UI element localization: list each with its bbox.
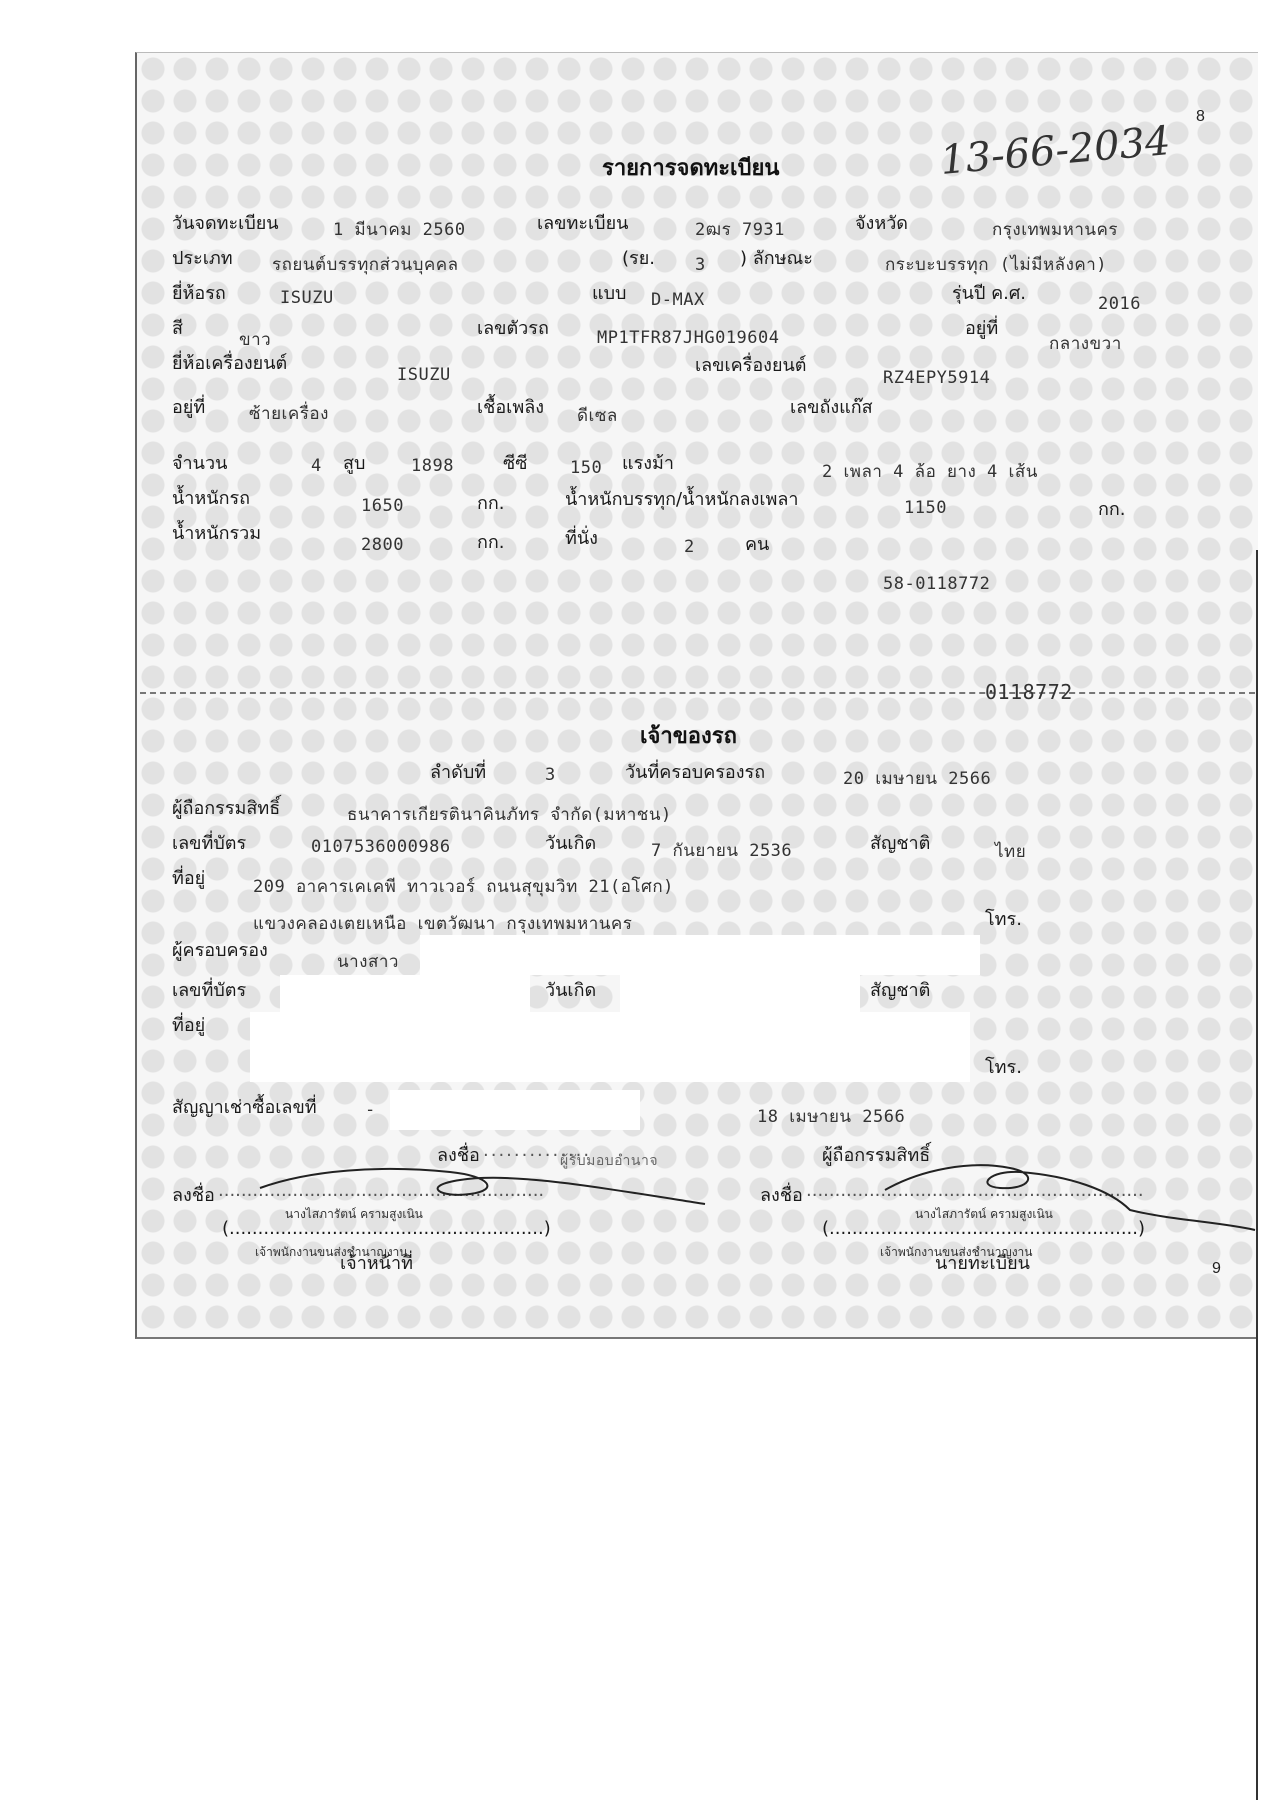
value-right-name: นางไสภารัตน์ ครามสูงเนิน xyxy=(915,1207,1053,1221)
value-possess-date: 20 เมษายน 2566 xyxy=(843,769,992,789)
value-model: D-MAX xyxy=(651,290,705,310)
label-contract: สัญญาเช่าซื้อเลขที่ xyxy=(172,1097,317,1118)
value-hp: 150 xyxy=(570,458,603,478)
label-seats: ที่นั่ง xyxy=(565,528,598,549)
label-phone: โทร. xyxy=(985,909,1022,930)
label-engine-brand: ยี่ห้อเครื่องยนต์ xyxy=(172,353,288,374)
label-body: ) ลักษณะ xyxy=(740,248,813,269)
label-dob-2: วันเกิด xyxy=(545,980,597,1001)
label-cc: ซีซี xyxy=(503,453,528,474)
value-load: 1150 xyxy=(904,498,947,518)
value-contract-date: 18 เมษายน 2566 xyxy=(757,1107,906,1127)
value-vin-location: กลางขวา xyxy=(1049,334,1122,354)
label-card-no-2: เลขที่บัตร xyxy=(172,980,247,1001)
value-engine-no: RZ4EPY5914 xyxy=(883,368,991,388)
label-sign-holder: ลงชื่อ xyxy=(437,1145,480,1166)
label-count: จำนวน xyxy=(172,453,228,474)
label-type: ประเภท xyxy=(172,248,233,269)
value-contract-dash: - xyxy=(365,1100,376,1120)
value-cylinders: 4 xyxy=(311,456,322,476)
value-color: ขาว xyxy=(239,330,272,350)
label-gas-tank: เลขถังแก๊ส xyxy=(790,397,873,418)
value-left-position: เจ้าพนักงานขนส่งชำนาญงาน xyxy=(255,1245,408,1259)
label-weight-unit: กก. xyxy=(477,493,505,514)
value-holder: ธนาคารเกียรตินาคินภัทร จำกัด(มหาชน) xyxy=(347,805,672,825)
value-province: กรุงเทพมหานคร xyxy=(992,220,1119,240)
value-left-name: นางไสภารัตน์ ครามสูงเนิน xyxy=(285,1207,423,1221)
value-address-line2: แขวงคลองเตยเหนือ เขตวัฒนา กรุงเทพมหานคร xyxy=(253,914,633,934)
page-number-top: 8 xyxy=(1196,108,1205,125)
label-nationality-2: สัญชาติ xyxy=(870,980,931,1001)
signature-left xyxy=(250,1160,710,1220)
redaction-block xyxy=(420,935,980,975)
label-sign-right: ลงชื่อ xyxy=(760,1185,803,1206)
value-body: กระบะบรรทุก (ไม่มีหลังคา) xyxy=(885,255,1108,275)
sign-dots: .............. xyxy=(483,1140,592,1161)
value-vin: MP1TFR87JHG019604 xyxy=(597,328,780,348)
label-model: แบบ xyxy=(592,283,627,304)
label-engine-location: อยู่ที่ xyxy=(172,397,206,418)
label-vin-location: อยู่ที่ xyxy=(965,318,999,339)
redaction-block xyxy=(390,1090,640,1130)
label-brand: ยี่ห้อรถ xyxy=(172,283,226,304)
label-address-2: ที่อยู่ xyxy=(172,1015,206,1036)
owner-title: เจ้าของรถ xyxy=(640,724,737,749)
label-fuel: เชื้อเพลิง xyxy=(477,397,545,418)
value-ry: 3 xyxy=(695,255,706,275)
value-possessor: นางสาว xyxy=(337,952,399,972)
label-phone-2: โทร. xyxy=(985,1057,1022,1078)
value-cc: 1898 xyxy=(411,456,454,476)
value-engine-brand: ISUZU xyxy=(397,365,451,385)
label-gross-weight: น้ำหนักรวม xyxy=(172,523,262,544)
label-hp: แรงม้า xyxy=(622,453,675,474)
value-weight: 1650 xyxy=(361,496,404,516)
label-reg-date: วันจดทะเบียน xyxy=(172,213,279,234)
value-plate: 2ฒร 7931 xyxy=(695,220,785,240)
label-holder: ผู้ถือกรรมสิทธิ์ xyxy=(172,798,281,819)
label-cylinders: สูบ xyxy=(343,453,366,474)
value-dob: 7 กันยายน 2536 xyxy=(651,841,793,861)
handwritten-note: 13-66-2034 xyxy=(938,118,1173,184)
label-gross-unit: กก. xyxy=(477,532,505,553)
value-seats: 2 xyxy=(684,537,695,557)
label-weight: น้ำหนักรถ xyxy=(172,488,251,509)
value-order: 3 xyxy=(545,765,556,785)
value-brand: ISUZU xyxy=(280,288,334,308)
label-possessor: ผู้ครอบครอง xyxy=(172,940,268,961)
label-color: สี xyxy=(172,318,183,339)
redaction-block xyxy=(280,975,530,1013)
label-plate: เลขทะเบียน xyxy=(537,213,629,234)
registration-title: รายการจดทะเบียน xyxy=(602,156,780,181)
label-sign-left: ลงชื่อ xyxy=(172,1185,215,1206)
value-address-line1: 209 อาคารเคเคพี ทาวเวอร์ ถนนสุขุมวิท 21(อโศก) xyxy=(253,877,674,897)
value-fuel: ดีเซล xyxy=(577,406,618,426)
label-vin: เลขตัวรถ xyxy=(477,318,549,339)
registration-document xyxy=(135,52,1258,1339)
paren-open: (.......................................................) xyxy=(222,1218,551,1239)
label-card-no: เลขที่บัตร xyxy=(172,833,247,854)
paren-open: (......................................................) xyxy=(822,1218,1146,1239)
fold-divider xyxy=(140,692,1255,694)
label-holder-role: ผู้ถือกรรมสิทธิ์ xyxy=(822,1145,931,1166)
label-persons: คน xyxy=(745,534,770,555)
value-reg-date: 1 มีนาคม 2560 xyxy=(333,220,466,240)
label-province: จังหวัด xyxy=(855,213,908,234)
value-engine-location: ซ้ายเครื่อง xyxy=(249,404,329,424)
value-doc-number-partial: 0118772 xyxy=(985,680,1073,704)
label-nationality: สัญชาติ xyxy=(870,833,931,854)
label-possess-date: วันที่ครอบครองรถ xyxy=(625,762,766,783)
label-order: ลำดับที่ xyxy=(430,762,487,783)
label-address: ที่อยู่ xyxy=(172,868,206,889)
label-engine-no: เลขเครื่องยนต์ xyxy=(695,355,807,376)
label-year: รุ่นปี ค.ศ. xyxy=(952,283,1027,304)
redaction-block xyxy=(620,975,860,1013)
sign-dots: ........................................................... xyxy=(806,1180,1144,1201)
value-year: 2016 xyxy=(1098,294,1141,314)
value-card-no: 0107536000986 xyxy=(311,837,451,857)
value-nationality: ไทย xyxy=(995,842,1027,862)
value-doc-number: 58-0118772 xyxy=(883,574,991,594)
label-left-role: เจ้าหน้าที่ xyxy=(340,1253,413,1274)
label-ry: (รย. xyxy=(622,248,655,269)
label-dob: วันเกิด xyxy=(545,833,597,854)
label-load-unit: กก. xyxy=(1098,499,1126,520)
sign-dots: ......................................................... xyxy=(218,1180,545,1201)
page-number-bottom: 9 xyxy=(1212,1260,1221,1277)
redaction-block xyxy=(250,1012,970,1082)
label-load: น้ำหนักบรรทุก/น้ำหนักลงเพลา xyxy=(565,489,799,510)
label-right-role: นายทะเบียน xyxy=(935,1253,1030,1274)
value-type: รถยนต์บรรทุกส่วนบุคคล xyxy=(272,255,459,275)
value-right-position: เจ้าพนักงานขนส่งชำนาญงาน xyxy=(880,1245,1033,1259)
value-gross-weight: 2800 xyxy=(361,535,404,555)
value-holder-signer: ผู้รับมอบอำนาจ xyxy=(560,1153,659,1169)
value-axle: 2 เพลา 4 ล้อ ยาง 4 เส้น xyxy=(822,462,1038,482)
signature-right xyxy=(880,1150,1260,1240)
